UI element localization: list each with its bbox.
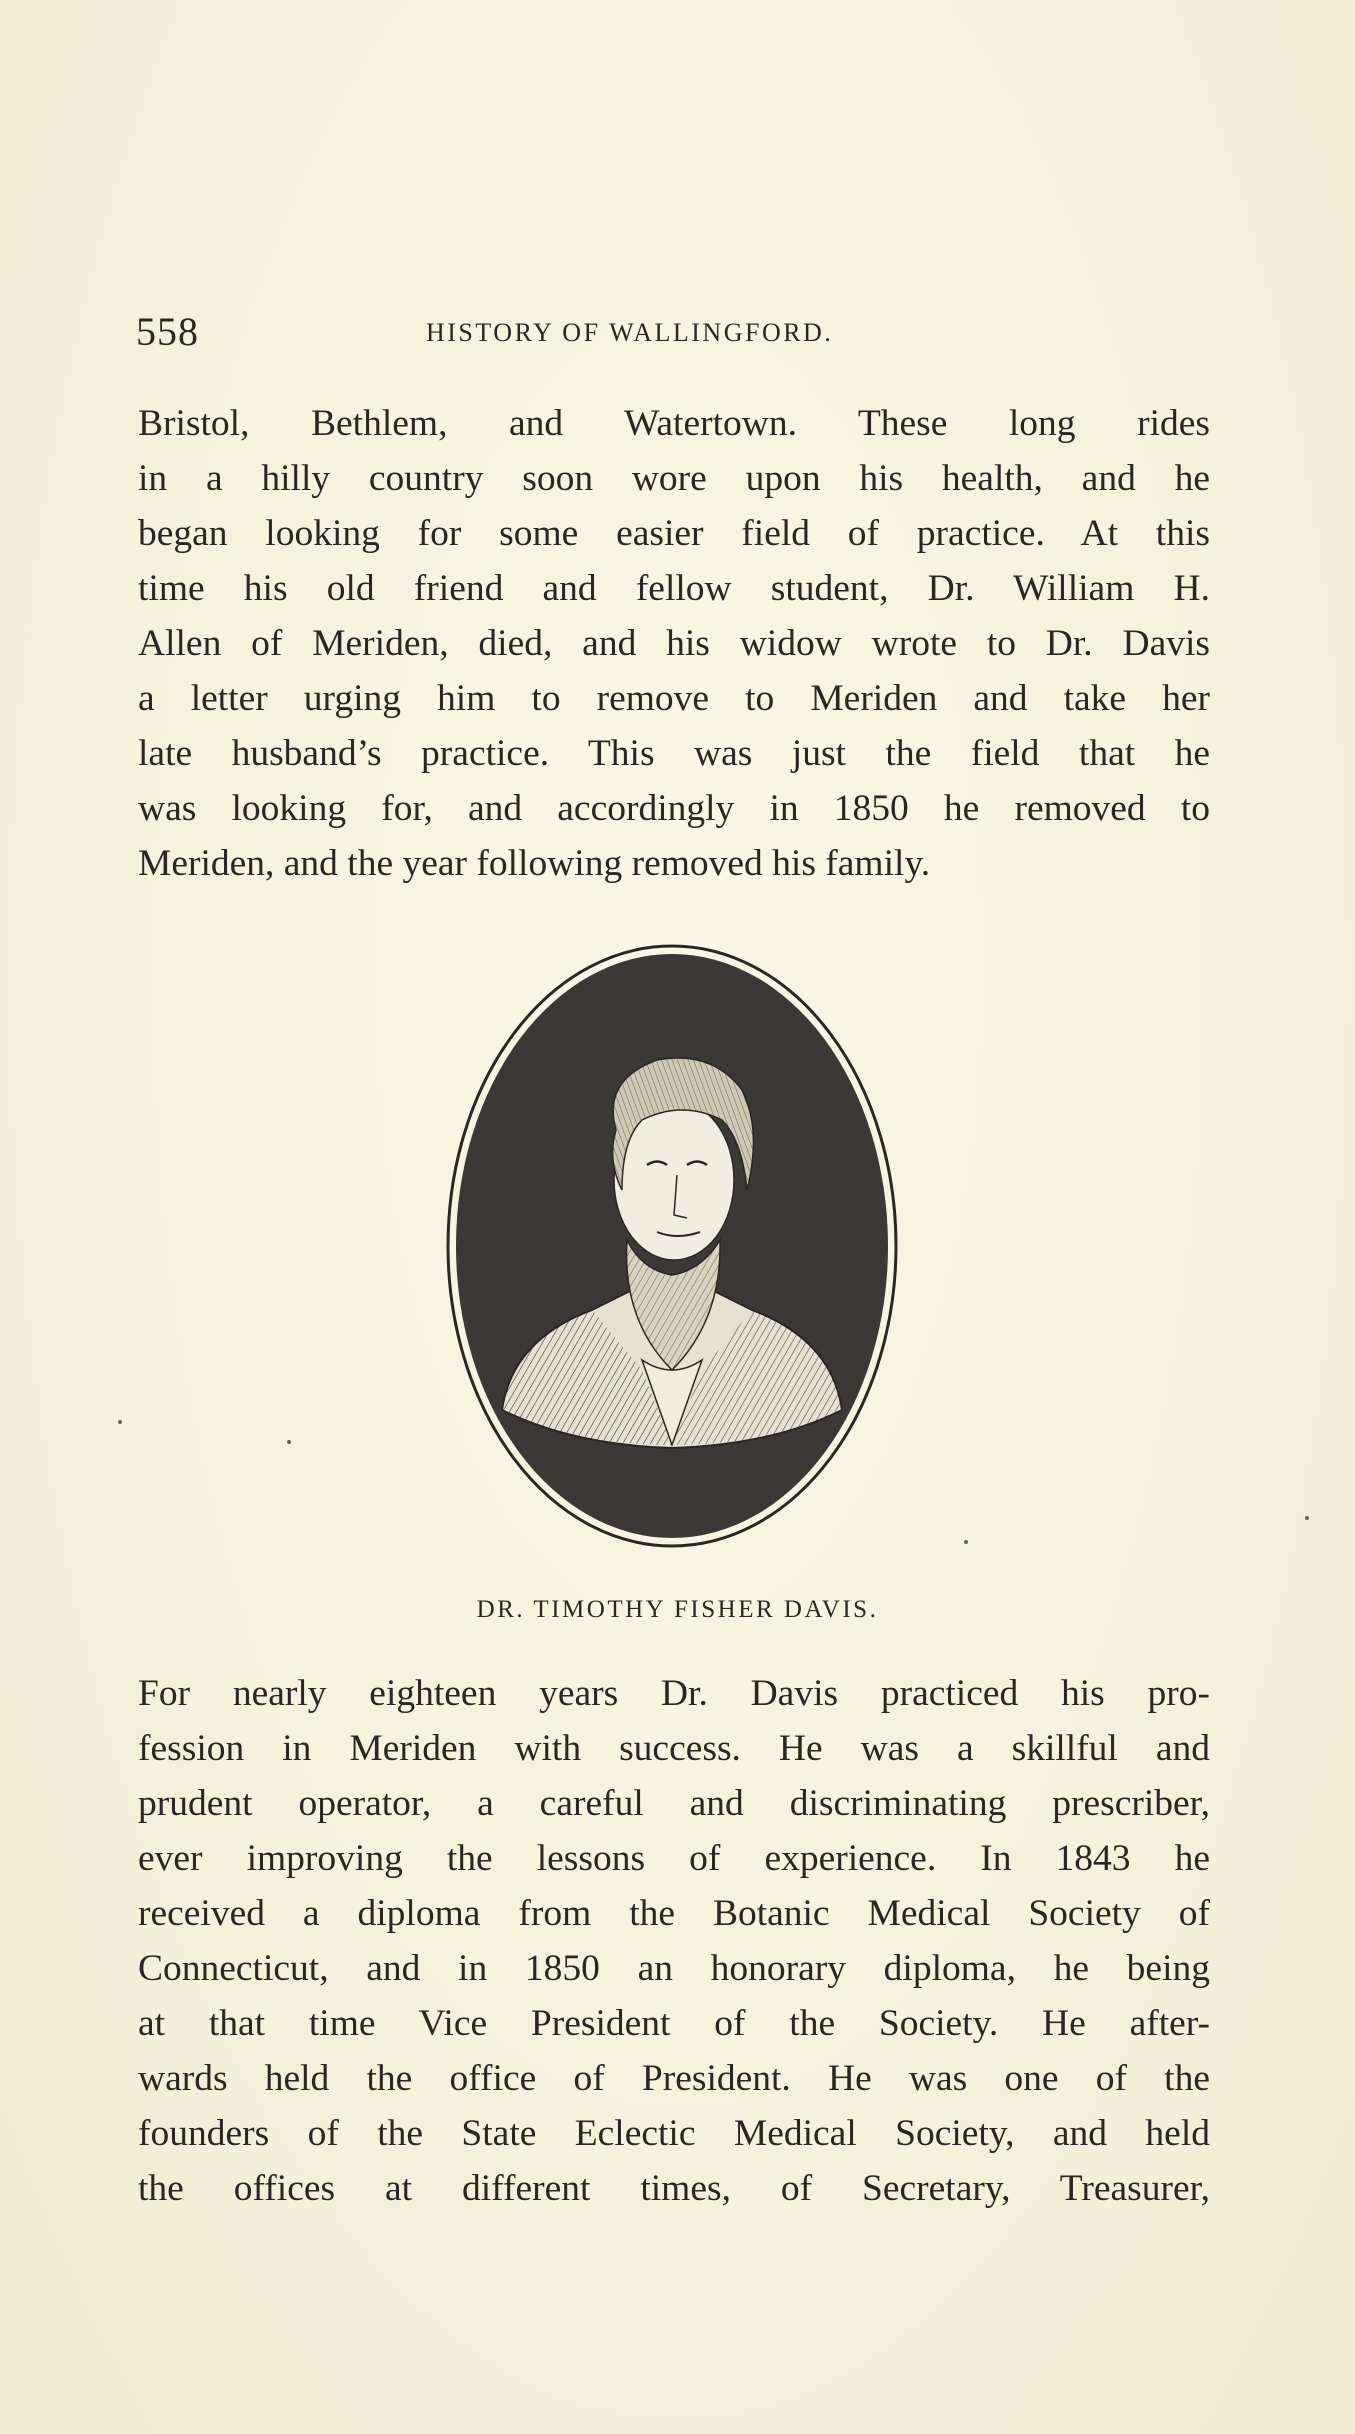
text-line: Bristol, Bethlem, and Watertown. These long rides	[138, 403, 1210, 444]
portrait-caption: DR. TIMOTHY FISHER DAVIS.	[476, 1596, 879, 1623]
text-line: founders of the State Eclectic Medical Society, and held	[138, 2113, 1210, 2154]
paragraph-1	[138, 396, 1210, 891]
text-line: at that time Vice President of the Society. He after-	[138, 2003, 1210, 2044]
paper-speck	[964, 1540, 968, 1544]
text-line: Meriden, and the year following removed his family.	[138, 843, 931, 884]
paragraph-2	[138, 1666, 1210, 2216]
text-line: a letter urging him to remove to Meriden and take her	[138, 678, 1210, 719]
text-line: time his old friend and fellow student, Dr. William H.	[138, 568, 1210, 609]
text-line: was looking for, and accordingly in 1850 he removed to	[138, 788, 1210, 829]
text-line: For nearly eighteen years Dr. Davis practiced his pro-	[138, 1673, 1210, 1714]
paper-speck	[1305, 1516, 1309, 1520]
paper-speck	[287, 1440, 291, 1444]
text-line: prudent operator, a careful and discriminating prescriber,	[138, 1783, 1210, 1824]
text-line: late husband’s practice. This was just the field that he	[138, 733, 1210, 774]
running-title: HISTORY OF WALLINGFORD.	[426, 318, 834, 347]
text-line: Connecticut, and in 1850 an honorary diploma, he being	[138, 1948, 1210, 1989]
text-line: wards held the office of President. He was one of the	[138, 2058, 1210, 2099]
paper-speck	[118, 1420, 122, 1424]
text-line: ever improving the lessons of experience. In 1843 he	[138, 1838, 1210, 1879]
page-number: 558	[136, 309, 199, 354]
text-line: Allen of Meriden, died, and his widow wrote to Dr. Davis	[138, 623, 1210, 664]
text-line: received a diploma from the Botanic Medical Society of	[138, 1893, 1210, 1934]
page-header	[136, 308, 1216, 358]
text-line: began looking for some easier field of practice. At this	[138, 513, 1210, 554]
text-line: fession in Meriden with success. He was a skillful and	[138, 1728, 1210, 1769]
text-line: in a hilly country soon wore upon his health, and he	[138, 458, 1210, 499]
text-line: the offices at different times, of Secretary, Treasurer,	[138, 2168, 1210, 2209]
portrait-engraving	[442, 940, 902, 1552]
